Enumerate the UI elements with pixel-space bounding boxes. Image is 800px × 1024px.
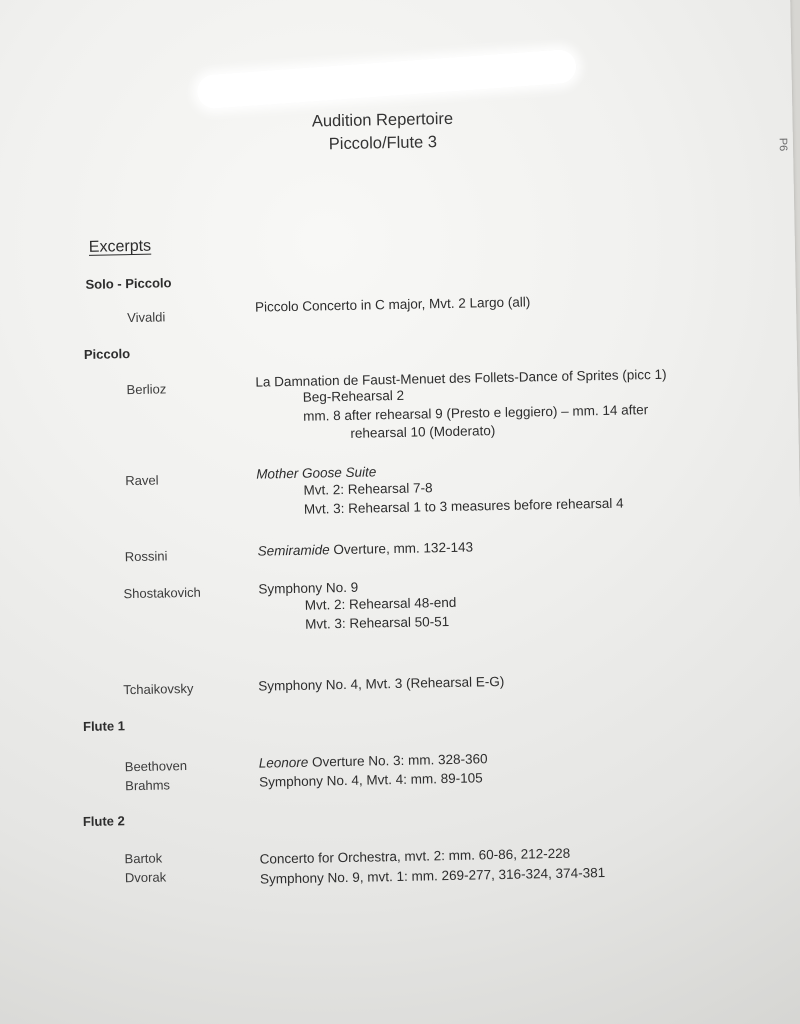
work-berlioz-detail-1: Beg-Rehearsal 2: [302, 387, 405, 405]
composer-vivaldi: Vivaldi: [127, 309, 166, 326]
composer-dvorak: Dvorak: [124, 869, 167, 886]
work-tchaikovsky: Symphony No. 4, Mvt. 3 (Rehearsal E-G): [258, 673, 505, 694]
work-ravel-detail-2: Mvt. 3: Rehearsal 1 to 3 measures before rehearsal 4: [303, 495, 624, 517]
work-rossini-details: Overture, mm. 132-143: [329, 539, 474, 558]
work-shostakovich-detail-1: Mvt. 2: Rehearsal 48-end: [304, 594, 457, 613]
section-flute-2: Flute 2: [82, 813, 125, 830]
work-beethoven-title: Leonore: [258, 754, 309, 771]
composer-beethoven: Beethoven: [124, 758, 188, 775]
work-brahms: Symphony No. 4, Mvt. 4: mm. 89-105: [258, 770, 483, 790]
document-header: [282, 107, 483, 157]
composer-rossini: Rossini: [124, 548, 168, 565]
work-shostakovich-detail-2: Mvt. 3: Rehearsal 50-51: [304, 613, 450, 632]
work-shostakovich: Symphony No. 9: [258, 579, 359, 597]
excerpts-heading: Excerpts: [88, 237, 152, 256]
section-solo-piccolo: Solo - Piccolo: [85, 275, 172, 292]
composer-ravel: Ravel: [125, 472, 159, 489]
redaction-mark: [196, 49, 577, 110]
work-berlioz: La Damnation de Faust-Menuet des Follets-Dance of Sprites (picc 1): [255, 366, 667, 390]
document-subtitle: Piccolo/Flute 3: [328, 133, 438, 154]
section-piccolo: Piccolo: [83, 346, 131, 362]
work-berlioz-detail-3: rehearsal 10 (Moderato): [350, 423, 496, 441]
side-page-mark: P6: [776, 137, 789, 152]
work-beethoven-details: Overture No. 3: mm. 328-360: [308, 751, 488, 770]
composer-berlioz: Berlioz: [126, 381, 167, 398]
work-ravel: Mother Goose Suite: [256, 464, 377, 482]
work-vivaldi: Piccolo Concerto in C major, Mvt. 2 Largo (all): [254, 294, 531, 315]
work-bartok: Concerto for Orchestra, mvt. 2: mm. 60-86, 212-228: [259, 845, 571, 867]
work-dvorak: Symphony No. 9, mvt. 1: mm. 269-277, 316-324, 374-381: [259, 865, 606, 887]
composer-brahms: Brahms: [125, 777, 171, 794]
work-ravel-detail-1: Mvt. 2: Rehearsal 7-8: [303, 480, 433, 498]
work-berlioz-detail-2: mm. 8 after rehearsal 9 (Presto e leggiero) – mm. 14 after: [302, 402, 649, 424]
work-rossini: [258, 533, 718, 561]
work-rossini-title: Semiramide: [257, 542, 330, 559]
composer-tchaikovsky: Tchaikovsky: [123, 680, 194, 698]
document-title: Audition Repertoire: [311, 109, 454, 131]
section-flute-1: Flute 1: [82, 718, 126, 735]
composer-bartok: Bartok: [124, 850, 163, 867]
composer-shostakovich: Shostakovich: [123, 584, 201, 602]
